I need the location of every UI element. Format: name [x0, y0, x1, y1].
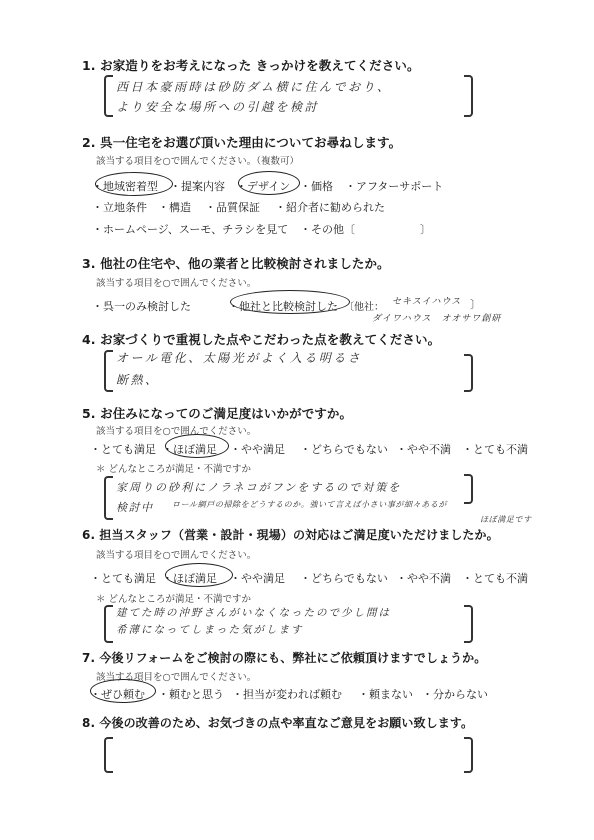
q7-opt-tantou[interactable]: ・担当が変われば頼む	[232, 688, 342, 701]
q2-other-close: 〕	[420, 223, 431, 236]
q2-opt-design[interactable]: ・デザイン	[236, 180, 291, 193]
q5-answer-line3: ほぼ満足です	[480, 515, 532, 524]
q5-answer-line2a: 検討中	[116, 501, 154, 514]
q3-hw-line2: ダイワハウス オオサワ創研	[372, 314, 502, 324]
q4-title: 4. お家づくりで重視した点やこだわった点を教えてください。	[82, 332, 441, 347]
q7-title: 7. 今後リフォームをご検討の際にも、弊社にご依頼頂けますでしょうか。	[82, 651, 487, 665]
q1-answer-line1: 西日本豪雨時は砂防ダム横に住んでおり、	[116, 80, 392, 94]
q1-left-bracket	[104, 75, 113, 117]
q6-opt-yaya-fuman[interactable]: ・やや不満	[396, 572, 451, 585]
q2-opt-teian[interactable]: ・提案内容	[170, 180, 225, 193]
q2-circle-design	[238, 171, 300, 195]
q2-opt-ricchi[interactable]: ・立地条件	[92, 201, 147, 214]
q3-opt-kureichi-only[interactable]: ・呉一のみ検討した	[92, 300, 191, 313]
q6-instruction: 該当する項目を○で囲んでください。	[96, 550, 257, 561]
q7-circle-zehi	[90, 679, 156, 703]
q5-opt-dochira[interactable]: ・どちらでもない	[300, 443, 388, 456]
q5-left-bracket	[104, 476, 113, 520]
q2-opt-kakaku[interactable]: ・価格	[300, 180, 333, 193]
q1-right-bracket	[464, 75, 473, 117]
q3-opt-hikaku[interactable]: ・他社と比較検討した	[228, 300, 338, 313]
q1-title: 1. お家造りをお考えになった きっかけを教えてください。	[82, 58, 420, 73]
q3-hw-line1: セキスイハウス	[392, 297, 462, 307]
q4-left-bracket	[104, 350, 113, 392]
q5-opt-totemo-fuman[interactable]: ・とても不満	[462, 443, 528, 456]
q6-opt-hobo-manzoku[interactable]: ・ほぼ満足	[162, 572, 217, 585]
q8-title: 8. 今後の改善のため、お気づきの点や率直なご意見をお願い致します。	[82, 716, 474, 730]
q3-other-close: 〕	[470, 298, 481, 311]
q2-circle-chiiki	[95, 172, 173, 196]
q7-opt-tanomanai[interactable]: ・頼まない	[358, 688, 413, 701]
q5-circle-hobo	[165, 434, 229, 458]
q3-other-label: 〔他社：	[344, 302, 384, 313]
q5-answer-line2b: ロール網戸の掃除をどうするのか。強いて言えば小さい事が細々あるが	[172, 500, 448, 509]
q7-opt-zehi[interactable]: ・ぜひ頼む	[90, 688, 145, 701]
q6-circle-hobo	[165, 563, 233, 587]
q5-opt-yaya-manzoku[interactable]: ・やや満足	[230, 443, 285, 456]
q3-instruction: 該当する項目を○で囲んでください。	[96, 278, 257, 289]
q6-right-bracket	[464, 605, 473, 643]
q5-instruction: 該当する項目を○で囲んでください。	[96, 426, 257, 437]
q3-title: 3. 他社の住宅や、他の業者と比較検討されましたか。	[82, 256, 390, 271]
q2-opt-shoukai[interactable]: ・紹介者に勧められた	[275, 201, 385, 214]
q1-answer-line2: より安全な場所への引越を検討	[116, 100, 320, 114]
q2-opt-after[interactable]: ・アフターサポート	[345, 180, 444, 193]
q2-opt-hinshitsu[interactable]: ・品質保証	[205, 201, 260, 214]
q8-right-bracket	[464, 737, 473, 773]
q5-answer-line1: 家周りの砂利にノラネコがフンをするので対策を	[116, 481, 402, 494]
q5-opt-hobo-manzoku[interactable]: ・ほぼ満足	[162, 443, 217, 456]
q7-opt-wakaranai[interactable]: ・分からない	[422, 688, 488, 701]
q2-opt-kouzou[interactable]: ・構造	[158, 201, 191, 214]
q8-left-bracket	[104, 737, 113, 773]
q4-answer-line1: オール電化、太陽光がよく入る明るさ	[116, 351, 363, 365]
q5-sub-prompt: ＊ どんなところが満足・不満ですか	[96, 464, 252, 475]
q7-opt-tanomu-omou[interactable]: ・頼むと思う	[158, 688, 224, 701]
q2-opt-chiiki[interactable]: ・地域密着型	[92, 180, 158, 193]
q6-title: 6. 担当スタッフ（営業・設計・現場）の対応はご満足度いただけましたか。	[82, 528, 499, 542]
q4-answer-line2: 断熱、	[116, 373, 160, 387]
q5-opt-totemo-manzoku[interactable]: ・とても満足	[90, 443, 156, 456]
q6-sub-prompt: ＊ どんなところが満足・不満ですか	[96, 594, 252, 605]
q6-answer-line2: 希薄になってしまった気がします	[116, 624, 304, 636]
q6-opt-totemo-manzoku[interactable]: ・とても満足	[90, 572, 156, 585]
q2-opt-homepage[interactable]: ・ホームページ、スーモ、チラシを見て	[92, 223, 289, 236]
q6-opt-yaya-manzoku[interactable]: ・やや満足	[230, 572, 285, 585]
q3-circle-hikaku	[230, 290, 350, 314]
q2-opt-other[interactable]: ・その他〔	[300, 223, 355, 236]
q6-answer-line1: 建てた時の沖野さんがいなくなったので少し間は	[116, 607, 391, 619]
q5-opt-yaya-fuman[interactable]: ・やや不満	[396, 443, 451, 456]
q6-left-bracket	[104, 605, 113, 643]
q6-opt-dochira[interactable]: ・どちらでもない	[300, 572, 388, 585]
q7-instruction: 該当する項目を○で囲んでください。	[96, 672, 257, 683]
q2-instruction: 該当する項目を○で囲んでください。（複数可）	[96, 156, 300, 167]
q6-opt-totemo-fuman[interactable]: ・とても不満	[462, 572, 528, 585]
q4-right-bracket	[464, 354, 473, 392]
q5-title: 5. お住みになってのご満足度はいかがですか。	[82, 406, 353, 421]
q5-right-bracket	[464, 474, 473, 504]
q2-title: 2. 呉一住宅をお選び頂いた理由についてお尋ねします。	[82, 135, 402, 150]
